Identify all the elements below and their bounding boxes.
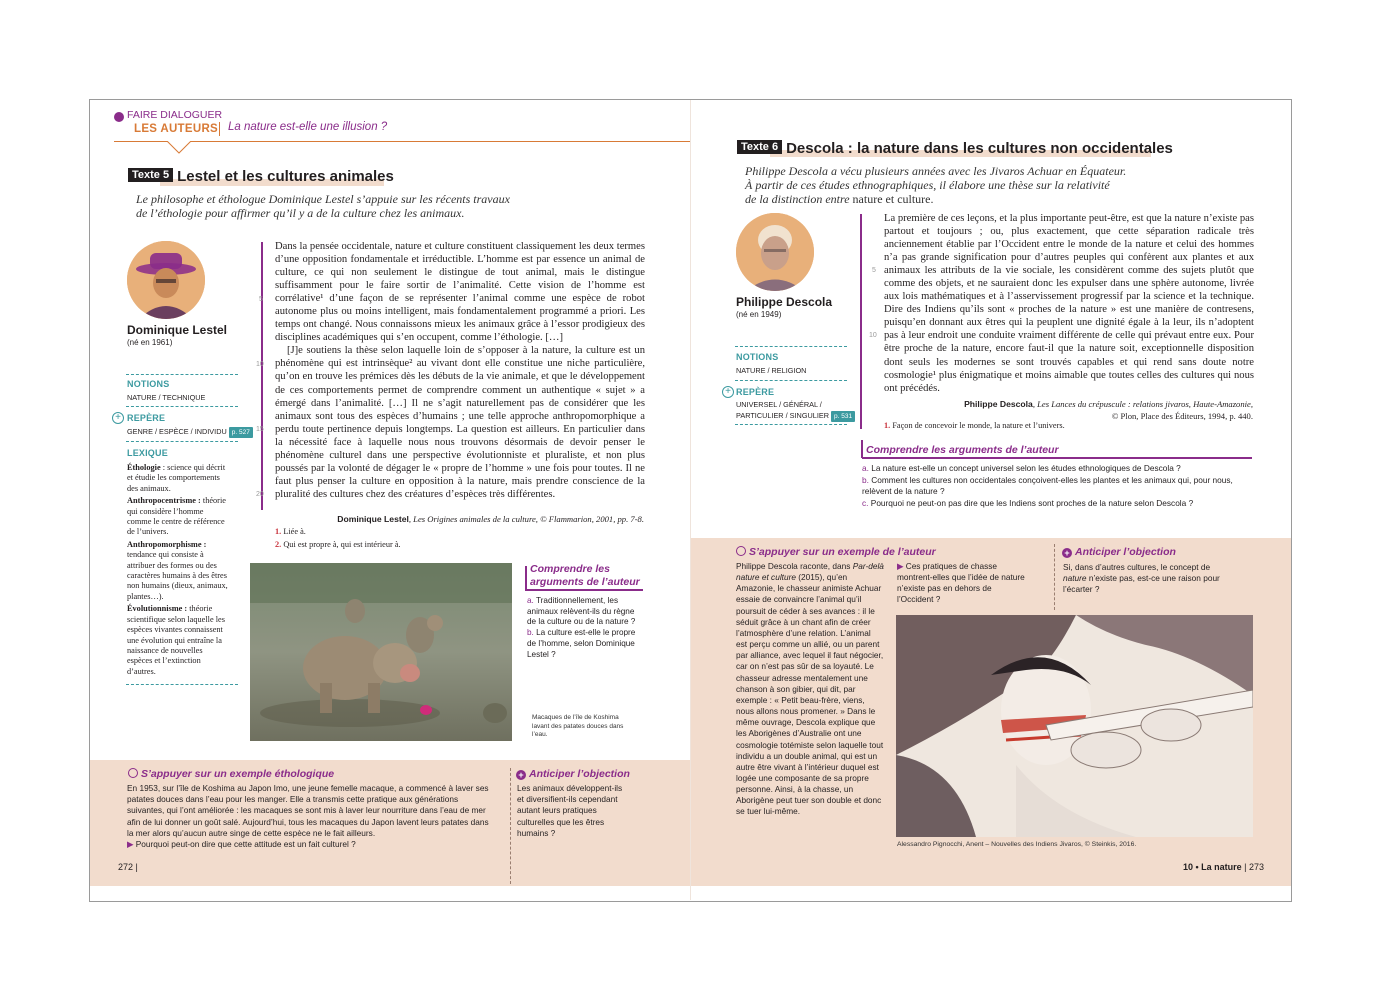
text5-body bbox=[275, 240, 645, 501]
page-fold bbox=[690, 100, 691, 900]
text5-intro bbox=[136, 192, 536, 220]
descola-repere-icon: + bbox=[722, 386, 734, 398]
macaque-photo-image bbox=[250, 563, 512, 741]
jivaro-illustration bbox=[896, 615, 1253, 837]
lestel-notions-label: NOTIONS bbox=[127, 379, 170, 389]
question-b: b. Comment les cultures non occidentales conçoivent-elles les plantes et les animaux qui, pour nous, relèvent de la nature ? bbox=[862, 474, 1233, 497]
arrow-icon: ▶ bbox=[127, 839, 134, 850]
lestel-repere-text: GENRE / ESPÈCE / INDIVIDU bbox=[127, 427, 227, 436]
lestel-notions-dash-top bbox=[126, 374, 238, 375]
descola-portrait bbox=[736, 213, 814, 291]
header-question: La nature est-elle une illusion ? bbox=[228, 121, 388, 133]
text5-tag: Texte 5 bbox=[128, 168, 173, 182]
descola-repere-page-badge[interactable]: p. 531 bbox=[831, 411, 855, 422]
comprendre-left-rule-h bbox=[525, 589, 643, 591]
text6-title bbox=[737, 140, 1173, 157]
footnote-2: 2. Qui est propre à, qui est intérieur à. bbox=[275, 539, 401, 549]
objection-left-text: Les animaux développent-ils et diversifient-ils cependant autant leurs pratiques culturelles que les êtres humains ? bbox=[517, 783, 623, 838]
comprendre-left-rule-v bbox=[525, 566, 527, 590]
lestel-name: Dominique Lestel bbox=[127, 323, 228, 337]
exemple-right-title: S’appuyer sur un exemple de l’auteur bbox=[736, 546, 936, 558]
question-a: a. Traditionnellement, les animaux relèvent-ils du règne de la culture ou de la nature ? bbox=[527, 596, 636, 627]
descola-notions: NATURE / RELIGION bbox=[736, 366, 807, 375]
macaque-photo-caption: Macaques de l’île de Koshima lavant des patates douces dans l’eau. bbox=[532, 714, 624, 738]
comprendre-left-questions bbox=[527, 596, 637, 660]
objection-right-title: + Anticiper l’objection bbox=[1062, 546, 1176, 558]
text6-footnotes: 1. Façon de concevoir le monde, la nature et l’univers. bbox=[884, 421, 1065, 430]
text6-intro: Philippe Descola a vécu plusieurs années avec les Jivaros Achuar en Équateur. À partir de ces études ethnographiques, il élabore une thèse sur la relativité de la distinction entre nature et culture. bbox=[745, 164, 1127, 206]
text6-source: Philippe Descola, Les Lances du crépuscule : relations jivaros, Haute-Amazonie, © Plon, Place des Éditeurs, 1994, p. 440. bbox=[964, 399, 1253, 421]
question-a: a. La nature est-elle un concept universel selon les études ethnologiques de Descola ? bbox=[862, 463, 1181, 473]
lestel-lexique-dash bbox=[126, 441, 238, 442]
descola-repere: UNIVERSEL / GÉNÉRAL / PARTICULIER / SINGULIER p. 531 bbox=[736, 399, 855, 422]
descola-name: Philippe Descola bbox=[736, 295, 833, 309]
text5-source: Dominique Lestel, Les Origines animales de la culture, © Flammarion, 2001, pp. 7-8. bbox=[337, 514, 644, 524]
header-section: LES AUTEURS bbox=[134, 123, 219, 135]
text6-margin-rule bbox=[860, 214, 862, 429]
descola-notions-label: NOTIONS bbox=[736, 352, 779, 362]
text6-body bbox=[884, 212, 1254, 395]
descola-repere-dash bbox=[735, 380, 847, 381]
text5-intro-line2: de l’éthologie pour affirmer qu’il y a de la culture chez les animaux. bbox=[136, 206, 465, 220]
header-notch-icon bbox=[167, 141, 191, 154]
lexique-entry-ethologie: Éthologie : science qui décrit et étudie les comportements des animaux. bbox=[127, 463, 226, 493]
macaque-photo bbox=[250, 563, 512, 741]
text5-paragraph-1: Dans la pensée occidentale, nature et culture constituent classiquement les deux termes d’une opposition fondamentale et irréductible. L’homme est par essence un animal de culture, ce qui non seulement le distingue de tout animal, mais le distingue suffisamment pour le faire sortir de l’animalité. Cette vision de l’homme est corrélative¹ d’une façon de se représenter l’animal comme une espèce de robot autonome plus ou moins intelligent, mais fondamentalement programmé a priori. Les temps ont changé. Nous connaissons mieux les animaux grâce à l’essor prodigieux des disciplines académiques qui s’en occupent, comme l’éthologie. […] bbox=[275, 241, 645, 344]
header-kicker: FAIRE DIALOGUER bbox=[127, 109, 223, 121]
jivaro-illustration-image bbox=[896, 615, 1253, 837]
descola-portrait-icon bbox=[736, 213, 814, 291]
exemple-left-text: En 1953, sur l’île de Koshima au Japon Imo, une jeune femelle macaque, a commencé à laver ses patates douces dans l’eau pour les manger. Elle a transmis cette pratique aux générations suivantes, qui l’ont améliorée : les macaques se sont mis à laver leur nourriture dans l’eau de mer afin de lui donner un goût salé. Aujourd’hui, tous les macaques du Japon lavent leurs patates dans la mer alors qu’aucun autre singe de cette espèce ne le fait ailleurs. ▶ Pourquoi peut-on dire que cette attitude est un fait culturel ? bbox=[127, 783, 489, 850]
globe-icon bbox=[736, 546, 746, 556]
text5-paragraph-2: [J]e soutiens la thèse selon laquelle loin de s’opposer à la nature, la culture est un phénomène qui est intrinsèque² au vivant dont elle constitue une niche particulière, qu’on en trouve les prémices dès les débuts de la vie animale, et que le développement de ces comportements permet de comprendre comment un authentique « sujet » a émergé dans l’animalité. […] Il ne s’agit naturellement pas de considérer que les animaux sont tous des espèces d’humains ; une telle approche anthropomorphique a perdu toute pertinence depuis longtemps. La question est ailleurs. En particulier dans la nécessité face à laquelle nous nous trouvons désormais de devoir penser le phénomène culturel dans une perspective évolutionniste et pluraliste, et non plus poussés par la volonté de dégager le « propre de l’homme » une fois pour toutes. Il ne faut plus penser la culture en opposition à la nature, mais prendre conscience de la pluralité des cultures chez des créatures d’espèces très différentes. bbox=[275, 345, 645, 500]
descola-dates: (né en 1949) bbox=[736, 310, 782, 319]
text6-paragraph: La première de ces leçons, et la plus importante peut-être, est que la nature n’existe pas partout et toujours ; ou, plus exactement, que cette séparation radicale très anciennement établie par l’Occident entre le monde de la nature et celui des hommes n’a pas grande signification pour d’autres peuples qui confèrent aux plantes et aux animaux les attributs de la vie sociale, les considèrent comme des sujets plutôt que comme des objets, et ne sauraient donc les expulser dans une sphère autonome, livrée aux lois mathématiques et à l’asservissement progressif par la science et la technique. Dire des Indiens qu’ils sont « proches de la nature » est une manière de contresens, puisqu’en donnant aux êtres qui la peuplent une dignité égale à la leur, ils n’adoptent pas à leur endroit une conduite vraiment différente de celle qui prévaut entre eux. Pour être proche de la nature, encore faut-il que la nature soit, exceptionnelle disposition dont seuls les modernes se sont trouvés capables et qui rend sans doute notre cosmologie¹ plus énigmatique et moins aimable que toutes celles des cultures qui nous ont précédés. bbox=[884, 213, 1254, 394]
globe-icon bbox=[128, 768, 138, 778]
lestel-lexique-label: LEXIQUE bbox=[127, 448, 168, 458]
plus-icon: + bbox=[1062, 548, 1072, 558]
lestel-lexique bbox=[127, 463, 229, 677]
text6-title-text: Descola : la nature dans les cultures non occidentales bbox=[786, 140, 1173, 157]
descola-repere-dash-bottom bbox=[735, 424, 847, 425]
lestel-repere-page-badge[interactable]: p. 527 bbox=[229, 427, 253, 438]
page-number-left: 272 | bbox=[118, 862, 138, 872]
comprendre-right-title: Comprendre les arguments de l’auteur bbox=[866, 444, 1059, 456]
lexique-entry-evolutionnisme: Évolutionnisme : théorie scientifique selon laquelle les espèces vivantes connaissent une évolution qui entraîne la naissance de nouvelles espèces et l’extinction d’autres. bbox=[127, 604, 225, 676]
text5-intro-line1: Le philosophe et éthologue Dominique Lestel s’appuie sur les récents travaux bbox=[136, 192, 510, 206]
objection-left-title: + Anticiper l’objection bbox=[516, 768, 630, 780]
page-label-right: 10 • La nature | 273 bbox=[1183, 862, 1265, 872]
lexique-entry-anthropocentrisme: Anthropocentrisme : théorie qui considère l’homme comme le centre de référence de l’univers. bbox=[127, 496, 226, 537]
question-c: c. Pourquoi ne peut-on pas dire que les Indiens sont proches de la nature selon Descola ? bbox=[862, 497, 1194, 508]
lestel-dates: (né en 1961) bbox=[127, 338, 173, 347]
descola-repere-label: REPÈRE bbox=[736, 387, 775, 397]
lestel-repere-icon: + bbox=[112, 412, 124, 424]
lestel-portrait bbox=[127, 241, 205, 319]
text5-title bbox=[128, 168, 394, 185]
lestel-lexique-dash-bottom bbox=[126, 684, 238, 685]
exemple-left-title: S’appuyer sur un exemple éthologique bbox=[128, 768, 334, 780]
lestel-repere-dash bbox=[126, 406, 238, 407]
footnote-1: 1. Liée à. bbox=[275, 527, 306, 536]
descola-notions-dash bbox=[735, 346, 847, 347]
text6-tag: Texte 6 bbox=[737, 140, 782, 154]
text5-margin-rule bbox=[261, 242, 263, 510]
comprendre-left-title: Comprendre les arguments de l’auteur bbox=[530, 563, 640, 588]
plus-icon: + bbox=[516, 770, 526, 780]
lexique-entry-anthropomorphisme: Anthropomorphisme : tendance qui consiste à attribuer des formes ou des caractères humains à des êtres non humains (dieux, animaux, plantes…). bbox=[127, 539, 228, 601]
exemple-left-question: Pourquoi peut-on dire que cette attitude est un fait culturel ? bbox=[135, 839, 356, 850]
lestel-repere-label: REPÈRE bbox=[127, 413, 166, 423]
objection-right-text: Si, dans d’autres cultures, le concept de nature n’existe pas, est-ce une raison pour l’écarter ? bbox=[1063, 562, 1220, 595]
lestel-repere bbox=[127, 426, 253, 438]
text5-footnotes bbox=[275, 526, 401, 551]
arrow-icon: ▶ bbox=[897, 561, 904, 571]
text5-title-text: Lestel et les cultures animales bbox=[177, 168, 394, 185]
comprendre-right-rule bbox=[862, 457, 1252, 459]
comprendre-right-rule-v bbox=[861, 440, 863, 458]
jivaro-illustration-caption: Alessandro Pignocchi, Anent – Nouvelles des Indiens Jivaros, © Steinkis, 2016. bbox=[897, 841, 1137, 848]
exemple-right-question: ▶ Ces pratiques de chasse montrent-elles que l’idée de nature n’existe pas en dehors de l’Occident ? bbox=[897, 561, 1025, 605]
left-band-divider bbox=[510, 768, 511, 884]
exemple-right-text: Philippe Descola raconte, dans Par-delà nature et culture (2015), qu’en Amazonie, le chasseur animiste Achuar essaie de convaincre l’animal qu’il poursuit de céder à ses avances : il le séduit grâce à un chant afin de créer l’atmosphère d’une relation. L’animal est perçu comme un allié, ou un parent par alliance, avec lequel il faut négocier, car on n’est pas sûr de sa loyauté. Le chasseur adresse mentalement une chanson à son gibier, qui dit, par exemple : « Petit beau-frère, viens, nous allons nous promener. » Dans le même ouvrage, Descola explique que les Aborigènes d’Australie ont une cosmologie totémiste selon laquelle tout individu a un double animal, qui est un autre être vivant à l’intérieur duquel est logée une composante de sa propre personne. Ainsi, à la chasse, un Aborigène peut tuer son double et donc se tuer lui-même. bbox=[736, 561, 884, 817]
right-band-divider bbox=[1054, 544, 1055, 610]
comprendre-right-questions bbox=[862, 463, 1242, 509]
lestel-portrait-icon bbox=[127, 241, 205, 319]
header-bullet-icon bbox=[114, 112, 124, 122]
header-rule bbox=[114, 141, 690, 142]
lestel-notions: NATURE / TECHNIQUE bbox=[127, 393, 206, 402]
question-b: b. La culture est-elle le propre de l’homme, selon Dominique Lestel ? bbox=[527, 628, 636, 659]
header-divider bbox=[219, 122, 220, 136]
